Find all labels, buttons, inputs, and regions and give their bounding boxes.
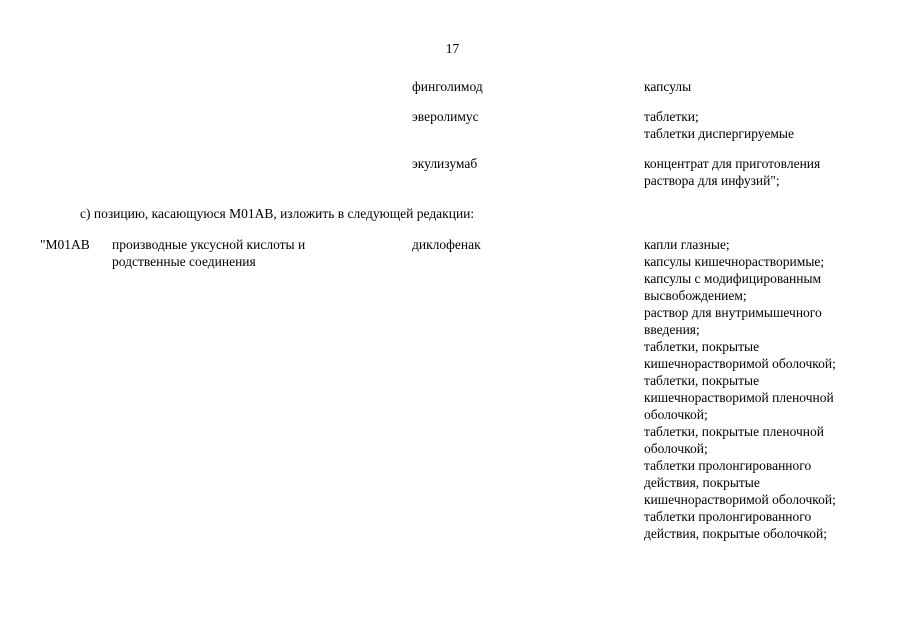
atc-code: "М01АВ [40,237,90,252]
dosage-forms-diclofenac: капли глазные; капсулы кишечнорастворимые; капсулы с модифицированным высвобождением; раствор для внутримышечного введения; таблетки, покрытые кишечнорастворимой оболочкой; таблетки, покрытые кишечнорастворимой пленочной оболочкой; таблетки, покрытые пленочной оболочкой; таблетки пролонгированного действия, покрытые кишечнорастворимой оболочкой; таблетки пролонгированного действия, покрытые оболочкой; [644,237,836,541]
amendment-instruction: с) позицию, касающуюся М01АВ, изложить в следующей редакции: [80,206,475,221]
dosage-forms-eculizumab: концентрат для приготовления раствора для инфузий"; [644,156,821,188]
drug-name-eculizumab: экулизумаб [412,156,478,171]
dosage-forms-everolimus: таблетки; таблетки диспергируемые [644,109,794,141]
page-number: 17 [445,41,460,56]
drug-name-fingolimod: финголимод [412,79,483,94]
drug-name-diclofenac: диклофенак [412,237,481,252]
drug-name-everolimus: эверолимус [412,109,479,124]
pharmacological-group: производные уксусной кислоты и родственные соединения [112,237,306,269]
dosage-forms-fingolimod: капсулы [644,79,692,94]
